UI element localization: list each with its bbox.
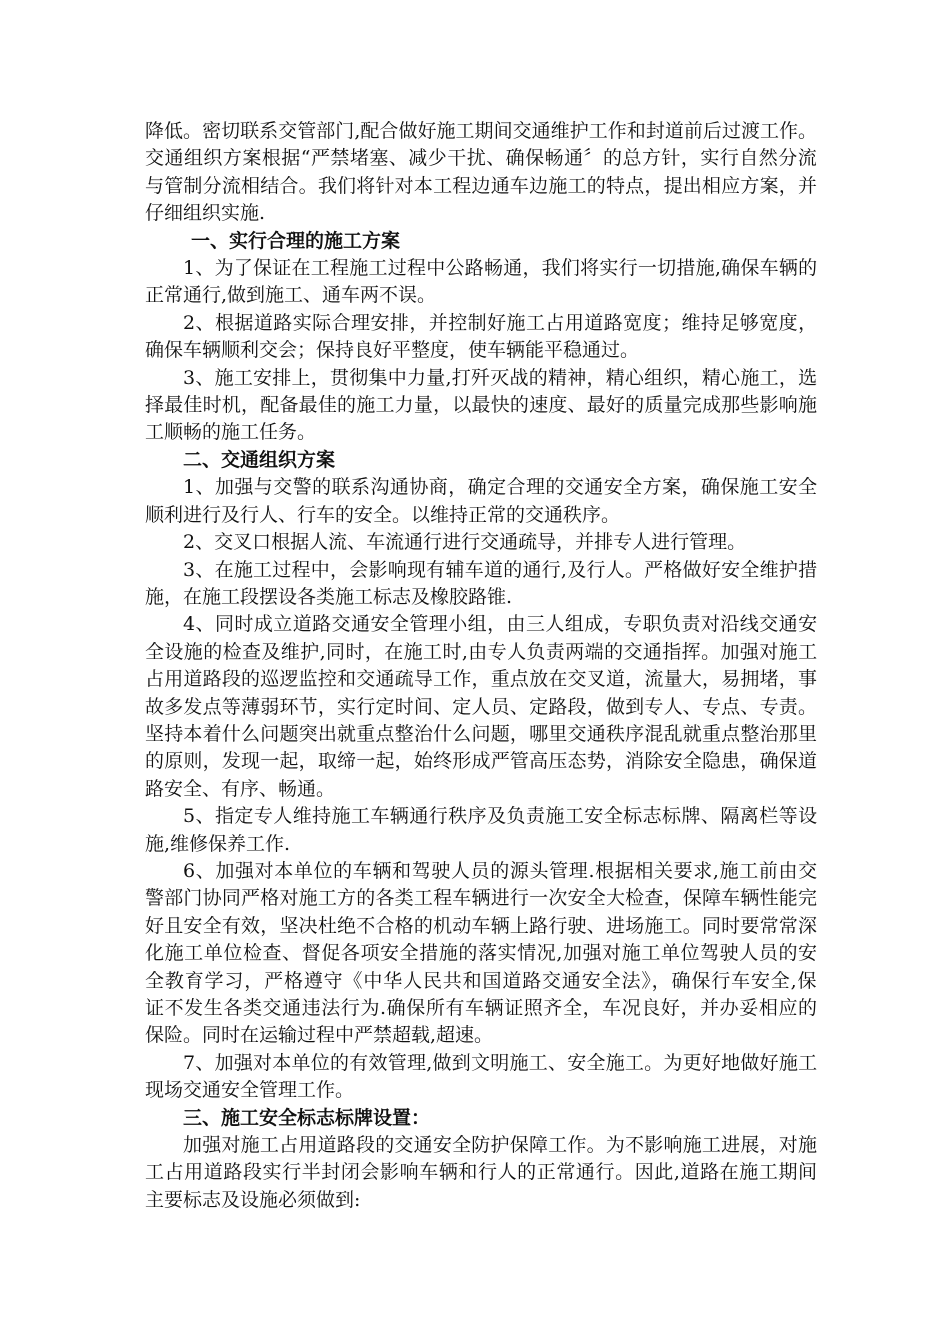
text-line: 择最佳时机，配备最佳的施工力量，以最快的速度、最好的质量完成那些影响施 bbox=[145, 394, 818, 417]
text-line: 2、根据道路实际合理安排，并控制好施工占用道路宽度；维持足够宽度， bbox=[183, 311, 818, 334]
text-line: 坚持本着什么问题突出就重点整治什么问题，哪里交通秩序混乱就重点整治那里 bbox=[145, 722, 818, 745]
text-line: 正常通行,做到施工、通车两不误。 bbox=[145, 284, 437, 307]
paragraph-s2-6 bbox=[145, 858, 817, 1050]
text-line: 4、同时成立道路交通安全管理小组，由三人组成，专职负责对沿线交通安 bbox=[183, 613, 818, 636]
text-line: 工顺畅的施工任务。 bbox=[145, 421, 317, 444]
text-line: 警部门协同严格对施工方的各类工程车辆进行一次安全大检查，保障车辆性能完 bbox=[145, 887, 818, 910]
paragraph-s1-1 bbox=[145, 255, 817, 310]
paragraph-s2-4 bbox=[145, 611, 817, 803]
paragraph-s1-3 bbox=[145, 365, 817, 447]
text-line: 3、施工安排上，贯彻集中力量,打歼灭战的精神，精心组织，精心施工，选 bbox=[183, 366, 818, 389]
text-line: 与管制分流相结合。我们将针对本工程边通车边施工的特点，提出相应方案，并 bbox=[145, 174, 818, 197]
text-line: 顺利进行及行人、行车的安全。以维持正常的交通秩序。 bbox=[145, 503, 621, 526]
paragraph-s2-1 bbox=[145, 474, 817, 529]
intro-paragraph bbox=[145, 118, 817, 228]
text-line: 故多发点等薄弱环节，实行定时间、定人员、定路段，做到专人、专点、专责。 bbox=[145, 695, 818, 718]
text-line: 6、加强对本单位的车辆和驾驶人员的源头管理.根据相关要求,施工前由交 bbox=[183, 859, 818, 882]
paragraph-s1-2 bbox=[145, 310, 817, 365]
text-line: 路安全、有序、畅通。 bbox=[145, 777, 336, 800]
text-line: 好且安全有效，坚决杜绝不合格的机动车辆上路行驶、进场施工。同时要常常深 bbox=[145, 914, 818, 937]
section-heading-2: 二、交通组织方案 bbox=[183, 448, 336, 471]
text-line: 降低。密切联系交管部门,配合做好施工期间交通维护工作和封道前后过渡工作。 bbox=[145, 120, 818, 142]
paragraph-s2-5 bbox=[145, 803, 817, 858]
paragraph-s3-1 bbox=[145, 1132, 817, 1214]
section-heading-1: 一、实行合理的施工方案 bbox=[191, 229, 401, 252]
text-line: 交通组织方案根据“严禁堵塞、减少干扰、确保畅通〞的总方针，实行自然分流 bbox=[145, 147, 818, 170]
text-line: 的原则，发现一起，取缔一起，始终形成严管高压态势，消除安全隐患，确保道 bbox=[145, 750, 818, 773]
text-line: 3、在施工过程中，会影响现有辅车道的通行,及行人。严格做好安全维护措 bbox=[183, 558, 818, 581]
text-line: 确保车辆顺利交会；保持良好平整度，使车辆能平稳通过。 bbox=[145, 339, 640, 362]
text-line: 占用道路段的巡逻监控和交通疏导工作，重点放在交叉道，流量大，易拥堵，事 bbox=[145, 668, 818, 691]
text-line: 1、加强与交警的联系沟通协商，确定合理的交通安全方案，确保施工安全 bbox=[183, 476, 818, 499]
text-line: 施,维修保养工作. bbox=[145, 832, 291, 855]
text-line: 加强对施工占用道路段的交通安全防护保障工作。为不影响施工进展，对施 bbox=[183, 1134, 818, 1157]
text-line: 仔细组织实施. bbox=[145, 202, 266, 225]
text-line: 1、为了保证在工程施工过程中公路畅通，我们将实行一切措施,确保车辆的 bbox=[183, 257, 818, 280]
section-heading-3: 三、施工安全标志标牌设置： bbox=[183, 1106, 431, 1129]
text-line: 证不发生各类交通违法行为.确保所有车辆证照齐全，车况良好，并办妥相应的 bbox=[145, 997, 818, 1019]
text-line: 5、指定专人维持施工车辆通行秩序及负责施工安全标志标牌、隔离栏等设 bbox=[183, 805, 818, 828]
text-line: 工占用道路段实行半封闭会影响车辆和行人的正常通行。因此,道路在施工期间 bbox=[145, 1161, 818, 1184]
document-body bbox=[145, 118, 817, 1214]
text-line: 化施工单位检查、督促各项安全措施的落实情况,加强对施工单位驾驶人员的安 bbox=[145, 942, 818, 965]
text-line: 2、交叉口根据人流、车流通行进行交通疏导，并排专人进行管理。 bbox=[183, 531, 747, 554]
text-line: 施，在施工段摆设各类施工标志及橡胶路锥. bbox=[145, 585, 513, 608]
text-line: 现场交通安全管理工作。 bbox=[145, 1079, 355, 1102]
text-line: 全设施的检查及维护,同时，在施工时,由专人负责两端的交通指挥。加强对施工 bbox=[145, 640, 818, 663]
text-line: 全教育学习，严格遵守《中华人民共和国道路交通安全法》，确保行车安全,保 bbox=[145, 969, 818, 992]
text-line: 主要标志及设施必须做到: bbox=[145, 1188, 361, 1211]
paragraph-s2-3 bbox=[145, 557, 817, 612]
text-line: 7、加强对本单位的有效管理,做到文明施工、安全施工。为更好地做好施工 bbox=[183, 1051, 818, 1074]
paragraph-s2-2 bbox=[145, 529, 817, 556]
text-line: 保险。同时在运输过程中严禁超载,超速。 bbox=[145, 1024, 494, 1047]
paragraph-s2-7 bbox=[145, 1050, 817, 1105]
